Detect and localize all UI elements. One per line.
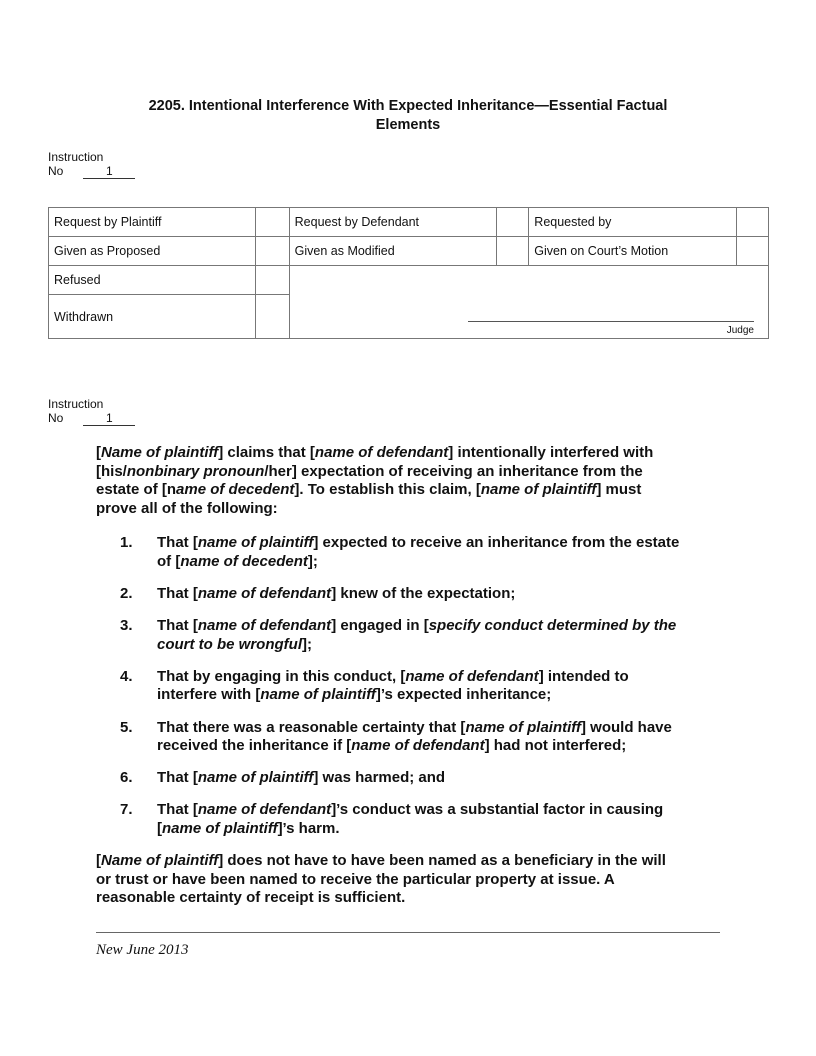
text-segment: [ [96, 852, 101, 869]
judge-signature-area [289, 266, 768, 339]
text-segment: ]. To establish this claim, [ [294, 481, 481, 499]
instruction-number: 1 [83, 165, 135, 179]
placeholder-text: name of plaintiff [480, 481, 597, 499]
list-item [96, 617, 736, 654]
list-item [96, 769, 736, 788]
instruction-number: 1 [83, 412, 135, 426]
withdrawn-label: Withdrawn [49, 295, 256, 339]
placeholder-text: nonbinary pronoun [126, 462, 265, 480]
list-item [96, 801, 736, 838]
text-segment: ] must [596, 481, 642, 499]
text-line [157, 820, 736, 839]
text-segment: That [ [157, 585, 198, 603]
placeholder-text: name of plaintiff [197, 534, 314, 552]
placeholder-text: name of plaintiff [197, 769, 314, 787]
text-segment: ]’s harm. [277, 819, 340, 837]
placeholder-text: specify conduct determined by the [428, 617, 677, 635]
list-item [96, 534, 736, 571]
text-segment: That by engaging in this conduct, [ [157, 667, 406, 685]
instruction-number-top [48, 150, 135, 179]
list-number: 5. [120, 718, 133, 736]
footer-divider [96, 932, 720, 933]
title-line: Elements [375, 117, 441, 133]
text-segment: ]’s conduct was a substantial factor in causing [331, 801, 664, 819]
judge-label: Judge [726, 325, 754, 336]
placeholder-text: Name of plaintiff [101, 444, 219, 461]
list-number: 7. [120, 801, 133, 819]
placeholder-text: name of defendant [314, 444, 449, 461]
text-line [157, 636, 736, 655]
revision-note: New June 2013 [96, 942, 189, 958]
placeholder-text: name of defendant [351, 737, 485, 755]
text-segment: That there was a reasonable certainty that [ [157, 718, 466, 736]
placeholder-text: name of decedent [180, 552, 308, 570]
text-segment: ] claims that [ [218, 444, 315, 461]
text-segment: ] had not interfered; [484, 737, 627, 755]
request-by-plaintiff-label: Request by Plaintiff [49, 208, 256, 237]
list-number: 2. [120, 585, 133, 603]
given-as-modified-label: Given as Modified [289, 237, 497, 266]
text-segment: interfere with [ [157, 686, 261, 704]
text-segment: That [ [157, 617, 198, 635]
text-line [96, 889, 736, 908]
placeholder-text: name of plaintiff [260, 686, 376, 704]
placeholder-text: name of plaintiff [162, 819, 278, 837]
given-as-proposed-label: Given as Proposed [49, 237, 256, 266]
given-on-courts-motion-label: Given on Court’s Motion [529, 237, 737, 266]
text-segment: ] intended to [538, 667, 629, 685]
text-segment: ]’s expected inheritance; [375, 686, 552, 704]
instruction-disposition-form [48, 207, 769, 339]
instruction-label: Instruction [48, 397, 104, 411]
text-segment: ]; [307, 552, 318, 570]
text-segment: /her] expectation of receiving an inheritance from the [264, 462, 643, 480]
text-line [96, 481, 736, 500]
list-number: 4. [120, 667, 133, 685]
text-segment: reasonable certainty of receipt is sufficient. [96, 889, 406, 907]
no-label: No [48, 411, 64, 425]
requested-by-label: Requested by [529, 208, 737, 237]
instruction-body [96, 444, 736, 908]
text-line [96, 500, 736, 519]
elements-list [96, 534, 736, 838]
instruction-label: Instruction [48, 150, 104, 164]
text-segment: [his/ [96, 462, 127, 480]
placeholder-text: Name of plaintiff [101, 852, 219, 869]
list-number: 1. [120, 534, 133, 552]
text-segment: or trust or have been named to receive the particular property at issue. A [96, 870, 615, 888]
text-segment: estate of [n [96, 481, 177, 499]
text-segment: ] was harmed; and [313, 769, 446, 787]
no-label: No [48, 164, 64, 178]
placeholder-text: name of plaintiff [465, 718, 581, 736]
text-line [157, 686, 736, 705]
list-item [96, 719, 736, 756]
text-line [157, 534, 736, 553]
page-title [100, 97, 716, 135]
request-by-plaintiff-box[interactable] [255, 208, 289, 237]
given-as-proposed-box[interactable] [255, 237, 289, 266]
text-line [96, 852, 736, 871]
placeholder-text: name of defendant [197, 801, 332, 819]
text-segment: ] does not have to have been named as a beneficiary in the will [218, 852, 666, 869]
instruction-number-bottom [48, 397, 135, 426]
text-segment: ] knew of the expectation; [331, 585, 516, 603]
given-as-modified-box[interactable] [497, 237, 529, 266]
text-segment: That [ [157, 769, 198, 787]
text-line [157, 585, 736, 604]
text-segment: ] engaged in [ [331, 617, 429, 635]
text-segment: prove all of the following: [96, 499, 278, 517]
placeholder-text: name of defendant [405, 667, 539, 685]
given-on-courts-motion-box[interactable] [737, 237, 769, 266]
request-by-defendant-label: Request by Defendant [289, 208, 497, 237]
list-item [96, 668, 736, 705]
text-line [157, 801, 736, 820]
text-line [157, 719, 736, 738]
text-segment: ] would have [581, 718, 672, 736]
text-line [96, 444, 736, 463]
text-line [157, 769, 736, 788]
intro-paragraph [96, 444, 736, 518]
text-segment: of [ [157, 552, 181, 570]
text-segment: That [ [157, 801, 198, 819]
text-line [96, 463, 736, 482]
text-line [157, 617, 736, 636]
text-line [157, 553, 736, 572]
text-segment: ] intentionally interfered with [448, 444, 654, 461]
refused-label: Refused [49, 266, 256, 295]
placeholder-text: court to be wrongful [157, 635, 302, 653]
closing-paragraph [96, 852, 736, 908]
placeholder-text: ame of decedent [176, 481, 295, 499]
list-number: 3. [120, 617, 133, 635]
list-item [96, 585, 736, 604]
request-by-defendant-box[interactable] [497, 208, 529, 237]
placeholder-text: name of defendant [197, 585, 332, 603]
text-line [157, 737, 736, 756]
withdrawn-box[interactable] [255, 295, 289, 339]
text-segment: received the inheritance if [ [157, 737, 352, 755]
requested-by-box[interactable] [737, 208, 769, 237]
text-line [157, 668, 736, 687]
text-segment: [ [157, 819, 162, 837]
text-segment: ]; [301, 635, 312, 653]
refused-box[interactable] [255, 266, 289, 295]
title-line: 2205. Intentional Interference With Expected Inheritance—Essential Factual [148, 98, 668, 114]
text-segment: ] expected to receive an inheritance from the estate [313, 534, 680, 552]
judge-signature-line[interactable] [468, 321, 754, 322]
list-number: 6. [120, 769, 133, 787]
text-line [96, 871, 736, 890]
placeholder-text: name of defendant [197, 617, 332, 635]
text-segment: That [ [157, 534, 198, 552]
text-segment: [ [96, 444, 101, 461]
